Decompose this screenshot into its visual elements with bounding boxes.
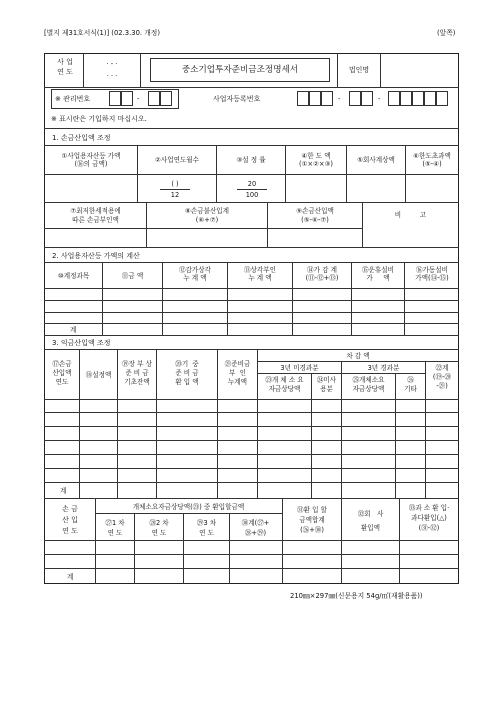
col5-header: ⑤회사계상액 bbox=[357, 156, 395, 164]
col9-header: ⑨손금산입액 (⑤-⑥-⑦) bbox=[296, 207, 334, 224]
s2-col15: ⑮운휴설비 가 액 bbox=[361, 266, 395, 282]
divider bbox=[267, 202, 268, 247]
month-numerator: ( ) bbox=[171, 180, 179, 188]
divider bbox=[95, 498, 96, 584]
divider bbox=[83, 53, 84, 87]
rule bbox=[44, 426, 459, 427]
dash: - bbox=[137, 95, 140, 103]
divider bbox=[217, 349, 218, 498]
biz-reg-cell[interactable] bbox=[412, 91, 424, 106]
dash: - bbox=[338, 95, 341, 103]
month-denominator: 12 bbox=[170, 191, 180, 199]
divider bbox=[229, 513, 230, 584]
mgmt-no-cell[interactable] bbox=[160, 91, 172, 106]
divider bbox=[117, 349, 118, 498]
divider bbox=[341, 361, 342, 498]
divider bbox=[102, 262, 103, 335]
rule bbox=[44, 312, 459, 313]
s2-col16: ⑯가동설비 가액(⑭-⑮) bbox=[415, 266, 449, 282]
s2-col12: ⑫감가상각 누 계 액 bbox=[178, 266, 212, 282]
divider bbox=[156, 349, 157, 498]
business-year-label: 사 업 연 도 bbox=[57, 58, 73, 76]
deduct-header: 차 감 액 bbox=[346, 352, 370, 360]
paper-spec: 210㎜×297㎜(신문용지 54g/㎡(재활용품)) bbox=[290, 592, 423, 600]
col6-header: ⑥한도초과액 (⑤-④) bbox=[413, 152, 451, 168]
rate-numerator: 20 bbox=[247, 180, 257, 188]
rule bbox=[44, 87, 459, 88]
divider bbox=[404, 262, 405, 335]
rule bbox=[44, 300, 459, 301]
rule bbox=[44, 554, 459, 555]
rate-denominator: 100 bbox=[245, 191, 259, 199]
rule bbox=[44, 288, 459, 289]
col7-header: ⑦최저한세적용에 따른 손금부인액 bbox=[70, 207, 121, 224]
corp-name-label: 법인명 bbox=[348, 66, 370, 74]
biz-reg-cell[interactable] bbox=[361, 91, 373, 106]
divider bbox=[399, 498, 400, 584]
biz-reg-label: 사업자등록번호 bbox=[213, 95, 261, 103]
rule bbox=[257, 361, 459, 362]
unexpired-header: 3년 미경과분 bbox=[280, 364, 319, 372]
biz-reg-cell[interactable] bbox=[400, 91, 412, 106]
col4-header: ④한 도 액 (①×②×③) bbox=[299, 152, 333, 168]
rule bbox=[44, 412, 459, 413]
rule bbox=[44, 262, 459, 263]
col2-header: ②사업연도월수 bbox=[154, 156, 200, 164]
divider bbox=[134, 513, 135, 584]
s4-col30: ㉚계(㉗+ ㉘+㉙) bbox=[241, 519, 270, 537]
divider bbox=[425, 361, 426, 498]
s2-col10: ⑩계정과목 bbox=[57, 272, 90, 280]
remarks-header: 비 고 bbox=[394, 211, 427, 219]
divider bbox=[380, 53, 381, 87]
s2-total-label: 계 bbox=[70, 326, 77, 334]
s3-col19: ⑲장 부 상 준 비 금 기초잔액 bbox=[122, 360, 152, 386]
s3-col18: ⑱설정액 bbox=[85, 371, 112, 379]
year-date-top: · - · bbox=[106, 60, 118, 68]
s4-col32: ㉜회 사 환입액 bbox=[357, 510, 384, 532]
rule bbox=[44, 498, 459, 499]
divider bbox=[362, 202, 363, 247]
note: ※ 표시란은 기입하지 마십시오. bbox=[51, 115, 147, 123]
s2-col13: ⑬상각부인 누 계 액 bbox=[243, 266, 277, 282]
dash: - bbox=[378, 95, 381, 103]
rule bbox=[95, 513, 282, 514]
s3-col21: ㉑준비금 부 인 누계액 bbox=[224, 360, 251, 386]
s3-col23: ㉓개 체 소 요 자금상당액 bbox=[265, 376, 304, 393]
biz-reg-cell[interactable] bbox=[388, 91, 400, 106]
s2-col11: ⑪금 액 bbox=[121, 272, 144, 280]
divider bbox=[351, 262, 352, 335]
divider bbox=[79, 349, 80, 498]
s4-year-label: 손 금 산 입 연 도 bbox=[62, 505, 78, 535]
divider bbox=[282, 498, 283, 584]
year-date-bottom: · · · bbox=[106, 72, 118, 80]
rule bbox=[44, 228, 362, 229]
fraction-bar bbox=[237, 189, 267, 190]
s3-col17: ⑰손금 산입액 연도 bbox=[52, 360, 72, 386]
rule bbox=[44, 540, 459, 541]
rule bbox=[44, 568, 459, 569]
s4-col27: ㉗1 차 연 도 bbox=[105, 519, 125, 537]
divider bbox=[146, 202, 147, 247]
form-reference: [별지 제31호서식(1)] (02.3.30. 개정) bbox=[44, 29, 160, 37]
s3-col26: ㉖ 기타 bbox=[404, 376, 417, 393]
rule bbox=[44, 202, 459, 203]
rule bbox=[44, 323, 459, 324]
biz-reg-cell[interactable] bbox=[424, 91, 436, 106]
divider bbox=[140, 53, 141, 87]
s3-col25: ㉕개체소요 자금상당액 bbox=[352, 376, 385, 393]
s2-col14: ⑭가 감 계 (⑪-⑫+⑬) bbox=[305, 266, 339, 282]
s3-col22: ㉒계 (⑲-⑳ -㉑) bbox=[432, 364, 452, 390]
s3-col24: ㉔미사 용분 bbox=[316, 376, 337, 393]
page-side-label: (앞쪽) bbox=[437, 29, 456, 37]
divider bbox=[183, 513, 184, 584]
form-title: 중소기업투자준비금조정명세서 bbox=[181, 65, 299, 75]
rule bbox=[44, 468, 459, 469]
expired-header: 3년 경과분 bbox=[367, 364, 400, 372]
biz-reg-cell[interactable] bbox=[297, 91, 309, 106]
s4-col29: ㉙3 차 연 도 bbox=[196, 519, 217, 537]
divider bbox=[257, 349, 258, 498]
fraction-bar bbox=[160, 189, 190, 190]
mgmt-no-cell[interactable] bbox=[121, 91, 133, 106]
biz-reg-cell[interactable] bbox=[436, 91, 448, 106]
divider bbox=[292, 262, 293, 335]
biz-reg-cell[interactable] bbox=[309, 91, 321, 106]
rule bbox=[44, 145, 459, 146]
biz-reg-cell[interactable] bbox=[349, 91, 361, 106]
s3-total-label: 계 bbox=[60, 487, 67, 495]
rule bbox=[44, 349, 459, 350]
rule bbox=[44, 454, 459, 455]
divider bbox=[395, 373, 396, 498]
rule bbox=[44, 128, 459, 129]
section3-title: 3. 익금산입액 조정 bbox=[52, 339, 111, 347]
mgmt-no-label: ※ 관리번호 bbox=[55, 95, 91, 103]
s4-col33: ㉝과 소 환 입· 과다환입(△) (㉛-㉜) bbox=[408, 504, 450, 532]
s4-group-label: 개체소요자금상당액(㉓) 중 환입할금액 bbox=[132, 503, 245, 511]
divider bbox=[341, 498, 342, 584]
rule bbox=[44, 335, 459, 336]
rule bbox=[44, 399, 459, 400]
divider bbox=[162, 262, 163, 335]
mgmt-no-cell[interactable] bbox=[109, 91, 121, 106]
rule bbox=[44, 174, 459, 175]
divider bbox=[311, 373, 312, 498]
s3-col20: ⑳기 중 준 비 금 환 입 액 bbox=[175, 360, 199, 386]
s4-col28: ㉘2 차 연 도 bbox=[149, 519, 169, 537]
mgmt-no-cell[interactable] bbox=[148, 91, 160, 106]
biz-reg-cell[interactable] bbox=[321, 91, 333, 106]
col8-header: ⑧손금불산입계 (⑥+⑦) bbox=[184, 207, 230, 224]
divider bbox=[227, 262, 228, 335]
rule bbox=[44, 440, 459, 441]
section2-title: 2. 사업용자산등 가액의 계산 bbox=[52, 252, 140, 260]
rule bbox=[44, 247, 459, 248]
s4-total-label: 계 bbox=[67, 573, 74, 581]
section1-title: 1. 손금산입액 조정 bbox=[52, 134, 111, 142]
rule bbox=[44, 482, 459, 483]
s4-col31: ㉛환 입 할 금액합계 (㉖+㉚) bbox=[297, 506, 327, 534]
col1-header: ①사업용자산등 가액 (⑯의 금액) bbox=[61, 152, 121, 168]
col3-header: ③설 정 률 bbox=[236, 156, 266, 164]
